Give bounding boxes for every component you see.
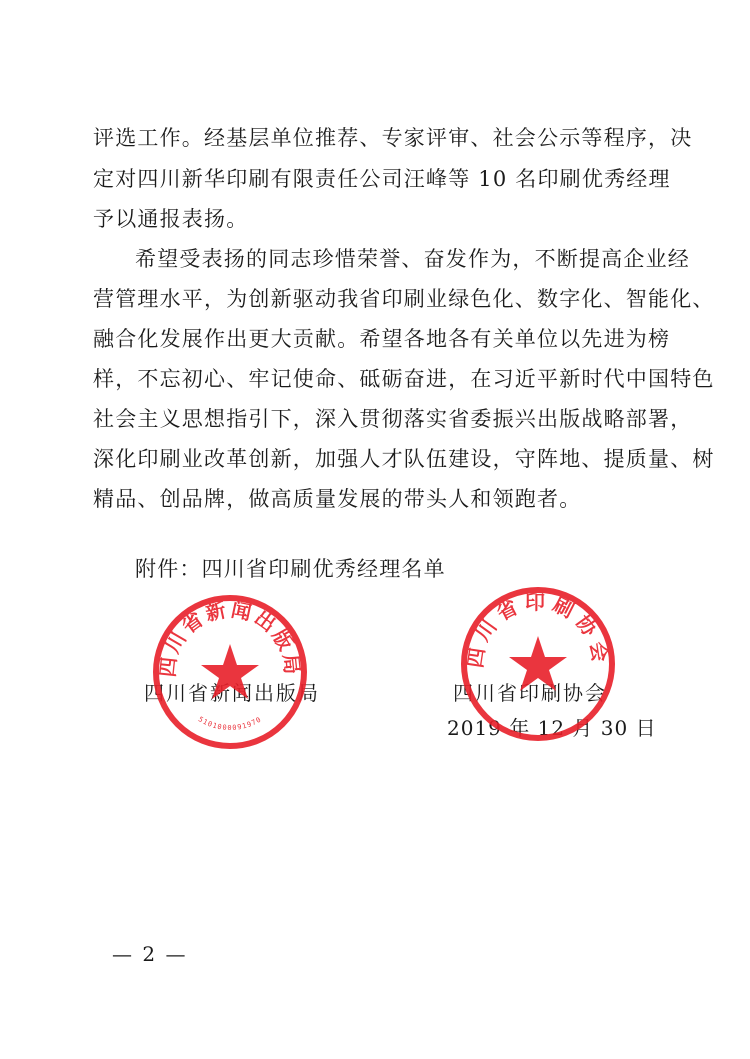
seal-1-stamp xyxy=(150,592,310,752)
paragraph-2-line-3: 融合化发展作出更大贡献。希望各地各有关单位以先进为榜 xyxy=(93,327,671,351)
signature-date: 2019 年 12 月 30 日 xyxy=(447,716,657,740)
svg-text:5101000091970: 5101000091970 xyxy=(196,715,264,732)
paragraph-2-line-5: 社会主义思想指引下，深入贯彻落实省委振兴出版战略部署， xyxy=(93,407,693,431)
paragraph-2-line-4: 样，不忘初心、牢记使命、砥砺奋进，在习近平新时代中国特色 xyxy=(93,367,715,391)
page-number: — 2 — xyxy=(112,942,188,966)
svg-text:四川省印刷协会: 四川省印刷协会 xyxy=(462,589,614,670)
seal-2-stamp xyxy=(458,584,618,744)
paragraph-2-line-6: 深化印刷业改革创新，加强人才队伍建设，守阵地、提质量、树 xyxy=(93,447,715,471)
signature-org-1: 四川省新闻出版局 xyxy=(144,681,320,705)
paragraph-2-line-2: 营管理水平，为创新驱动我省印刷业绿色化、数字化、智能化、 xyxy=(93,287,715,311)
svg-text:四川省新闻出版局: 四川省新闻出版局 xyxy=(155,597,305,679)
paragraph-2-line-1: 希望受表扬的同志珍惜荣誉、奋发作为，不断提高企业经 xyxy=(135,247,690,271)
paragraph-2-line-7: 精品、创品牌，做高质量发展的带头人和领跑者。 xyxy=(93,487,582,511)
paragraph-1-line-3: 予以通报表扬。 xyxy=(93,207,249,231)
attachment-label: 附件：四川省印刷优秀经理名单 xyxy=(135,557,446,581)
paragraph-1-line-1: 评选工作。经基层单位推荐、专家评审、社会公示等程序，决 xyxy=(93,126,693,150)
paragraph-1-line-2: 定对四川新华印刷有限责任公司汪峰等 10 名印刷优秀经理 xyxy=(93,167,671,191)
signature-org-2: 四川省印刷协会 xyxy=(453,681,607,705)
